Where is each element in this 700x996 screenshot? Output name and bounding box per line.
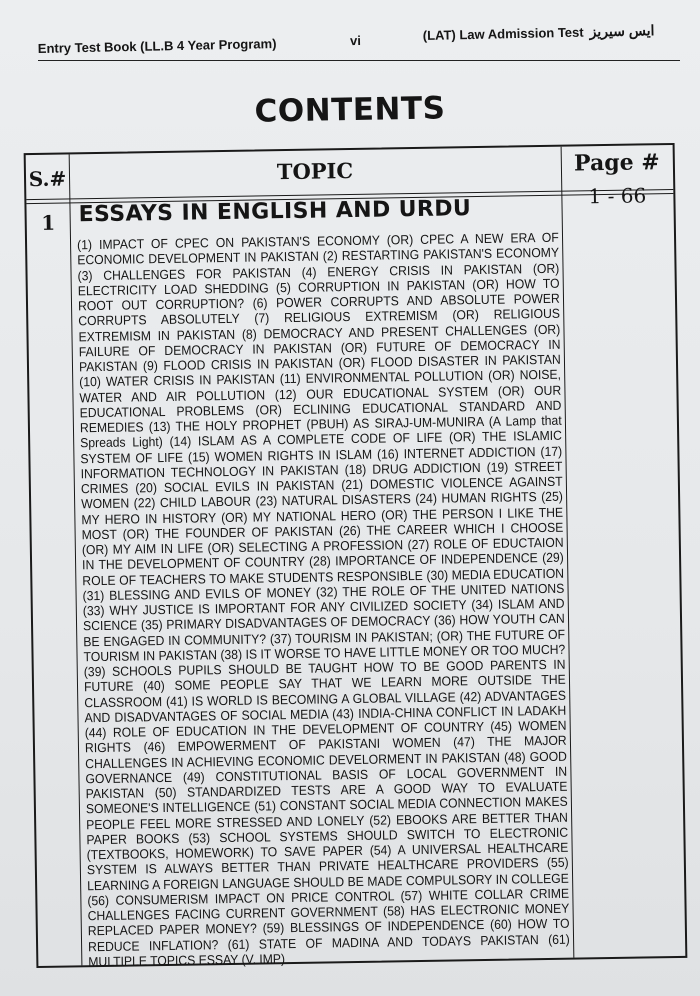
urdu-series-name: ایس سیریز [589, 22, 655, 40]
book-title: Entry Test Book (LL.B 4 Year Program) [37, 36, 277, 56]
row-topic-heading: ESSAYS IN ENGLISH AND URDU [78, 196, 472, 228]
header-serial-number: S.# [28, 166, 67, 192]
contents-table [24, 143, 688, 968]
series-title-text: (LAT) Law Admission Test [422, 24, 584, 44]
row-topic-list: (1) IMPACT OF CPEC ON PAKISTAN'S ECONOMY (OR) CPEC A NEW ERA OF ECONOMIC DEVELOPMENT IN PAKISTAN (2) RESTARTING PAKISTAN'S ECONOMY (3) CHALLENGES FOR PAKISTAN (4) ENERGY CRISIS IN PAKISTAN (OR) ELECTRICITY LOAD SHEDDING (5) CORRUPTION IN PAKISTAN (OR) HOW TO ROOT OUT CORRUPTION? (6) POWER CORRUPTS AND ABSOLUTE POWER CORRUPTS ABSOLUTELY (7) RELIGIOUS EXTREMISM (OR) RELIGIOUS EXTREMISM IN PAKISTAN (8) DEMOCRACY AND PRESENT CHALLENGES (OR) FAILURE OF DEMOCRACY IN PAKISTAN (OR) FUTURE OF DEMOCRACY IN PAKISTAN (9) FLOOD CRISIS IN PAKISTAN (OR) FLOOD DISASTER IN PAKISTAN (10) WATER CRISIS IN PAKISTAN (11) ENVIRONMENTAL POLLUTION (OR) NOISE, WATER AND AIR POLLUTION (12) OUR EDUCATIONAL SYSTEM (OR) OUR EDUCATIONAL PROBLEMS (OR) ECLINING EDUCATIONAL STANDARD AND REMEDIES (13) THE HOLY PROPHET (PBUH) AS SIRAJ-UM-MUNIRA (A Lamp that Spreads Light) (14) ISLAM AS A COMPLETE CODE OF LIFE (OR) THE ISLAMIC SYSTEM OF LIFE (15) WOMEN RIGHTS IN ISLAM (16) INTERNET ADDICTION (17) INFORMATION TECHNOLOGY IN PAKISTAN (18) DRUG ADDICTION (19) STREET CRIMES (20) SOCIAL EVILS IN PAKISTAN (21) DOMESTIC VIOLENCE AGAINST WOMEN (22) CHILD LABOUR (23) NATURAL DISASTERS (24) HUMAN RIGHTS (25) MY HERO IN HISTORY (OR) MY NATIONAL HERO (OR) THE PERSON I LIKE THE MOST (OR) THE FOUNDER OF PAKISTAN (26) THE CAREER WHICH I CHOOSE (OR) MY AIM IN LIFE (OR) SELECTING A PROFESSION (27) ROLE OF EDUCTAION IN THE DEVELOPMENT OF COUNTRY (28) IMPORTANCE OF INDEPENDENCE (29) ROLE OF TEACHERS TO MAKE STUDENTS RESPONSIBLE (30) MEDIA EDUCATION (31) BLESSING AND EVILS OF MONEY (32) THE ROLE OF THE UNITED NATIONS (33) WHY JUSTICE IS IMPORTANT FOR ANY CIVILIZED SOCIETY (34) ISLAM AND SCIENCE (35) PRIMARY DISADVANTAGES OF DEMOCRACY (36) HOW YOUTH CAN BE ENGAGED IN COMMUNITY? (37) TOURISM IN PAKISTAN; (OR) THE FUTURE OF TOURISM IN PAKISTAN (38) IS IT WORSE TO HAVE LITTLE MONEY OR TOO MUCH? (39) SCHOOLS PUPILS SHOULD BE TAUGHT HOW TO BE GOOD PARENTS IN FUTURE (40) SOME PEOPLE SAY THAT WE LEARN MORE OUTSIDE THE CLASSROOM (41) IS WORLD IS BECOMING A GLOBAL VILLAGE (42) ADVANTAGES AND DISADVANTAGES OF SOCIAL MEDIA (43) INDIA-CHINA CONFLICT IN LADAKH (44) ROLE OF EDUCATION IN THE DEVELOPMENT OF COUNTRY (45) WOMEN RIGHTS (46) EMPOWERMENT OF PAKISTANI WOMEN (47) THE MAJOR CHALLENGES IN ACHIEVING ECONOMIC DEVELORMENT IN PAKISTAN (48) GOOD GOVERNANCE (49) CONSTITUTIONAL BASIS OF LOCAL GOVERNMENT IN PAKISTAN (50) STANDARDIZED TESTS ARE A GOOD WAY TO EVALUATE SOMEONE'S INTELLIGENCE (51) CONSTANT SOCIAL MEDIA CONNECTION MAKES PEOPLE FEEL MORE STRESSED AND LONELY (52) EBOOKS ARE BETTER THAN PAPER BOOKS (53) SCHOOL SYSTEMS SHOULD SWITCH TO ELECTRONIC (TEXTBOOKS, HOMEWORK) TO SAVE PAPER (54) A UNIVERSAL HEALTHCARE SYSTEM IS ALWAYS BETTER THAN PRIVATE HEALTHCARE PROVIDERS (55) LEARNING A FOREIGN LANGUAGE SHOULD BE MADE COMPULSORY IN COLLEGE (56) CONSUMERISM IMPACT ON PRICE CONTROL (57) WHITE COLLAR CRIME CHALLENGES FACING CURRENT GOVERNMENT (58) HAS ELECTRONIC MONEY REPLACED PAPER MONEY? (59) BLESSINGS OF INDEPENDENCE (60) HOW TO REDUCE INFLATION? (61) STATE OF MADINA AND TODAYS PAKISTAN (61) MULTIPLE TOPICS ESSAY (V. IMP) [76, 229, 570, 969]
page-number: vi [349, 32, 361, 49]
header-page-number: Page # [573, 149, 660, 177]
contents-title: CONTENTS [254, 90, 446, 130]
running-header [37, 22, 680, 61]
row-serial-number: 1 [41, 210, 56, 235]
header-topic: TOPIC [276, 157, 354, 185]
series-title [423, 22, 655, 44]
row-page-range: 1 - 66 [588, 183, 647, 209]
